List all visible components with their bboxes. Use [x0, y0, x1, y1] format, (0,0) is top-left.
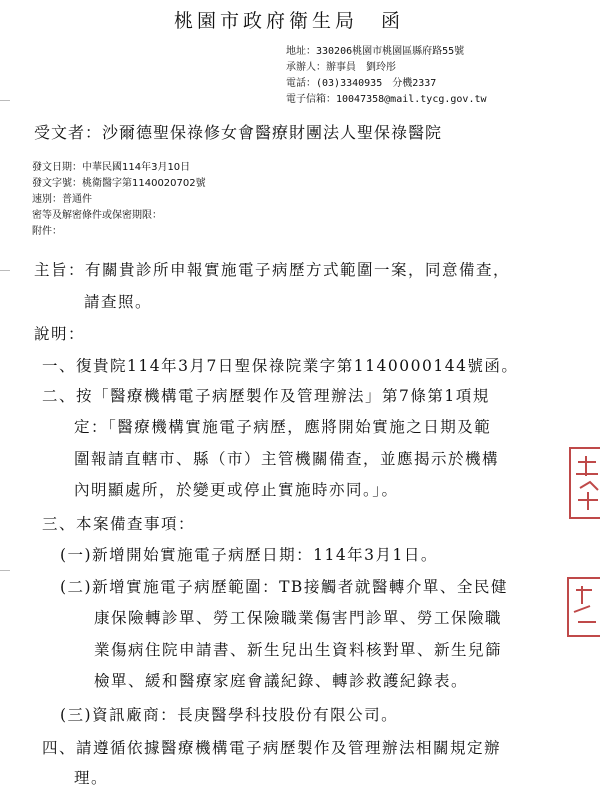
item-2-line-2: 定：「醫療機構實施電子病歷，應將開始實施之日期及範	[74, 418, 492, 436]
sub-item-2-line-3: 業傷病住院申請書、新生兒出生資料核對單、新生兒篩	[94, 641, 503, 659]
sub-item-2-line-1: (二)新增實施電子病歷範圍：TB接觸者就醫轉介單、全民健	[60, 578, 508, 596]
attachment: 附件：	[32, 226, 62, 237]
recipient: 受文者：沙爾德聖保祿修女會醫療財團法人聖保祿醫院	[34, 123, 443, 142]
page-edge-mark	[0, 100, 10, 101]
subject-line-1: 主旨：有關貴診所申報實施電子病歷方式範圍一案，同意備查，	[34, 261, 511, 279]
address-line: 地址：330206桃園市桃園區縣府路55號	[286, 46, 465, 57]
agency-title: 桃園市政府衛生局 函	[174, 10, 405, 32]
item-4-line-2: 理。	[74, 769, 109, 787]
item-3: 三、本案備查事項：	[42, 515, 196, 533]
sub-item-2-line-2: 康保險轉診單、勞工保險職業傷害門診單、勞工保險職	[94, 609, 503, 627]
official-seal-stamp	[566, 440, 600, 640]
page-edge-mark	[0, 270, 10, 271]
handler-line: 承辦人：辦事員 劉玲彤	[286, 62, 396, 73]
page-edge-mark	[0, 570, 10, 571]
phone-line: 電話：(03)3340935 分機2337	[286, 78, 437, 89]
explanation-label: 說明：	[34, 325, 86, 343]
issue-date: 發文日期：中華民國114年3月10日	[32, 162, 191, 173]
document-number: 發文字號：桃衛醫字第1140020702號	[32, 178, 206, 189]
subject-line-2: 請查照。	[84, 293, 153, 311]
sub-item-1: (一)新增開始實施電子病歷日期：114年3月1日。	[60, 546, 438, 564]
delivery-speed: 速別：普通件	[32, 194, 92, 205]
item-1: 一、復貴院114年3月7日聖保祿院業字第1140000144號函。	[42, 357, 519, 375]
item-2-line-1: 二、按「醫療機構電子病歷製作及管理辦法」第7條第1項規	[42, 387, 490, 405]
sub-item-2-line-4: 檢單、緩和醫療家庭會議紀錄、轉診救護紀錄表。	[94, 672, 469, 690]
item-4-line-1: 四、請遵循依據醫療機構電子病歷製作及管理辦法相關規定辦	[42, 739, 502, 757]
item-2-line-3: 圍報請直轄市、縣（市）主管機關備查，並應揭示於機構	[74, 450, 500, 468]
email-line: 電子信箱：10047358@mail.tycg.gov.tw	[286, 94, 487, 105]
secrecy-level: 密等及解密條件或保密期限：	[32, 210, 162, 221]
item-2-line-4: 內明顯處所，於變更或停止實施時亦同。」。	[74, 481, 399, 499]
sub-item-3: (三)資訊廠商：長庚醫學科技股份有限公司。	[60, 706, 399, 724]
